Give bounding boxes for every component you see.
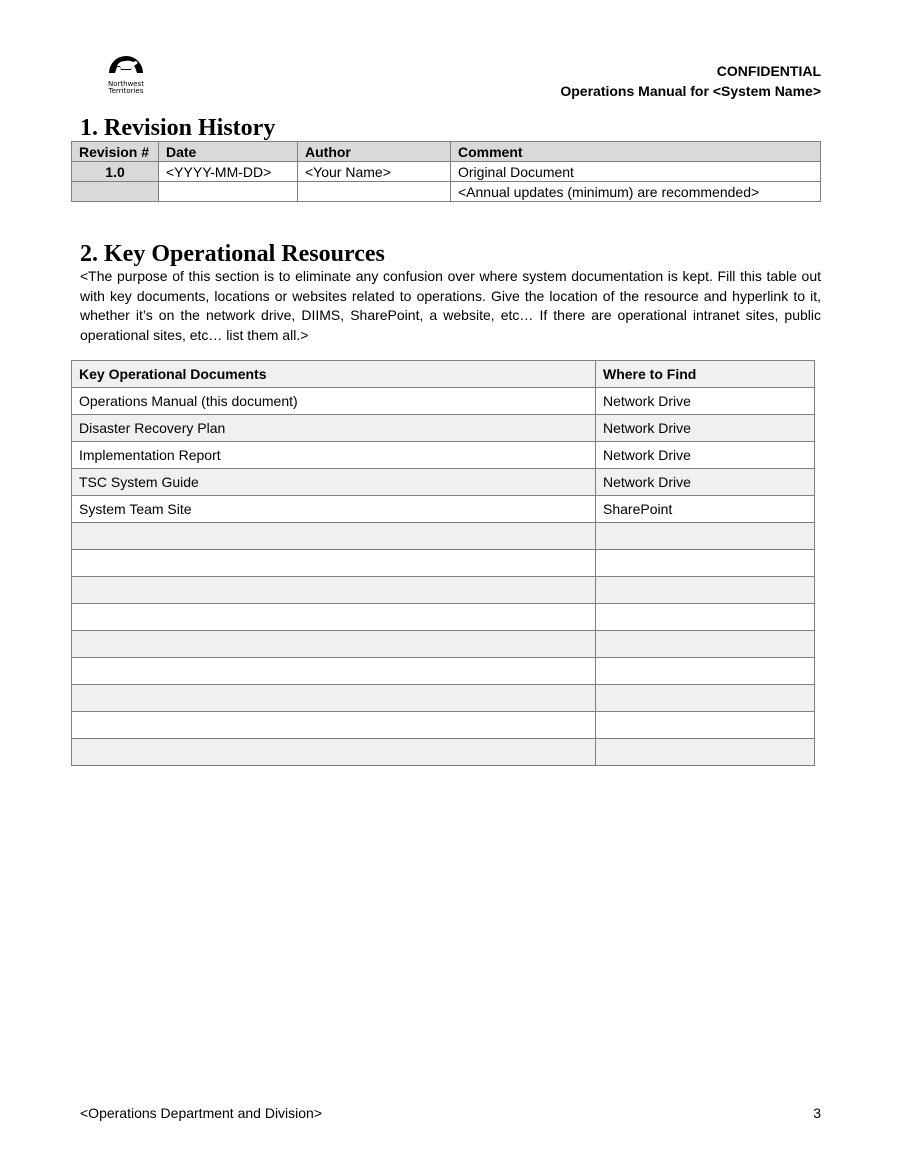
date-cell	[159, 182, 298, 202]
confidential-label: CONFIDENTIAL	[716, 63, 821, 79]
location-cell	[596, 550, 815, 577]
location-cell	[596, 631, 815, 658]
document-cell	[72, 658, 596, 685]
table-row	[72, 712, 815, 739]
table-row	[72, 442, 815, 469]
table-row	[72, 685, 815, 712]
table-row	[72, 182, 821, 202]
revision-history-table	[71, 141, 821, 202]
page-header	[560, 61, 821, 101]
document-cell: Operations Manual (this document)	[72, 388, 596, 415]
column-header: Comment	[451, 142, 821, 162]
location-cell: Network Drive	[596, 388, 815, 415]
column-header: Revision #	[72, 142, 159, 162]
document-cell	[72, 631, 596, 658]
table-header-row	[72, 361, 815, 388]
location-cell	[596, 577, 815, 604]
table-row	[72, 631, 815, 658]
polar-bear-logo-icon	[108, 42, 144, 78]
document-cell	[72, 712, 596, 739]
document-cell	[72, 550, 596, 577]
location-cell: Network Drive	[596, 415, 815, 442]
document-cell	[72, 577, 596, 604]
location-cell: Network Drive	[596, 442, 815, 469]
table-row	[72, 415, 815, 442]
document-cell	[72, 604, 596, 631]
logo-line2: Territories	[108, 87, 144, 95]
table-row	[72, 658, 815, 685]
column-header: Where to Find	[596, 361, 815, 388]
logo-line1: Northwest	[107, 80, 144, 88]
location-cell	[596, 685, 815, 712]
table-header-row	[72, 142, 821, 162]
location-cell	[596, 523, 815, 550]
table-row	[72, 523, 815, 550]
revision-history-heading: 1. Revision History	[80, 115, 276, 141]
document-cell	[72, 685, 596, 712]
location-cell	[596, 658, 815, 685]
location-cell	[596, 739, 815, 766]
revision-number-cell: 1.0	[72, 162, 159, 182]
author-cell	[298, 182, 451, 202]
table-row	[72, 739, 815, 766]
table-row	[72, 577, 815, 604]
table-row	[72, 469, 815, 496]
table-row	[72, 496, 815, 523]
revision-number-cell	[72, 182, 159, 202]
document-cell: Disaster Recovery Plan	[72, 415, 596, 442]
location-cell: SharePoint	[596, 496, 815, 523]
column-header: Key Operational Documents	[72, 361, 596, 388]
page-number: 3	[813, 1105, 821, 1121]
document-cell: TSC System Guide	[72, 469, 596, 496]
author-cell: <Your Name>	[298, 162, 451, 182]
table-row	[72, 550, 815, 577]
table-row	[72, 162, 821, 182]
document-cell: Implementation Report	[72, 442, 596, 469]
document-cell	[72, 523, 596, 550]
document-cell	[72, 739, 596, 766]
section-description: <The purpose of this section is to eliminate any confusion over where system documentation is kept. Fill this table out with key documents, locations or websites related to operations. Give the location of the resource and hyperlink to it, whether it’s on the network drive, DIIMS, SharePoint, a website, etc… If there are operational intranet sites, public operational sites, etc… list them all.>	[80, 268, 821, 343]
key-resources-table	[71, 360, 815, 766]
gnwt-logo	[94, 42, 158, 100]
logo-text	[94, 81, 158, 95]
location-cell: Network Drive	[596, 469, 815, 496]
document-cell: System Team Site	[72, 496, 596, 523]
comment-cell: <Annual updates (minimum) are recommended>	[451, 182, 821, 202]
manual-title: Operations Manual for <System Name>	[560, 83, 821, 99]
location-cell	[596, 604, 815, 631]
key-resources-heading: 2. Key Operational Resources	[80, 241, 385, 267]
location-cell	[596, 712, 815, 739]
comment-cell: Original Document	[451, 162, 821, 182]
date-cell: <YYYY-MM-DD>	[159, 162, 298, 182]
table-row	[72, 388, 815, 415]
table-row	[72, 604, 815, 631]
footer-department: <Operations Department and Division>	[80, 1105, 323, 1121]
column-header: Date	[159, 142, 298, 162]
column-header: Author	[298, 142, 451, 162]
